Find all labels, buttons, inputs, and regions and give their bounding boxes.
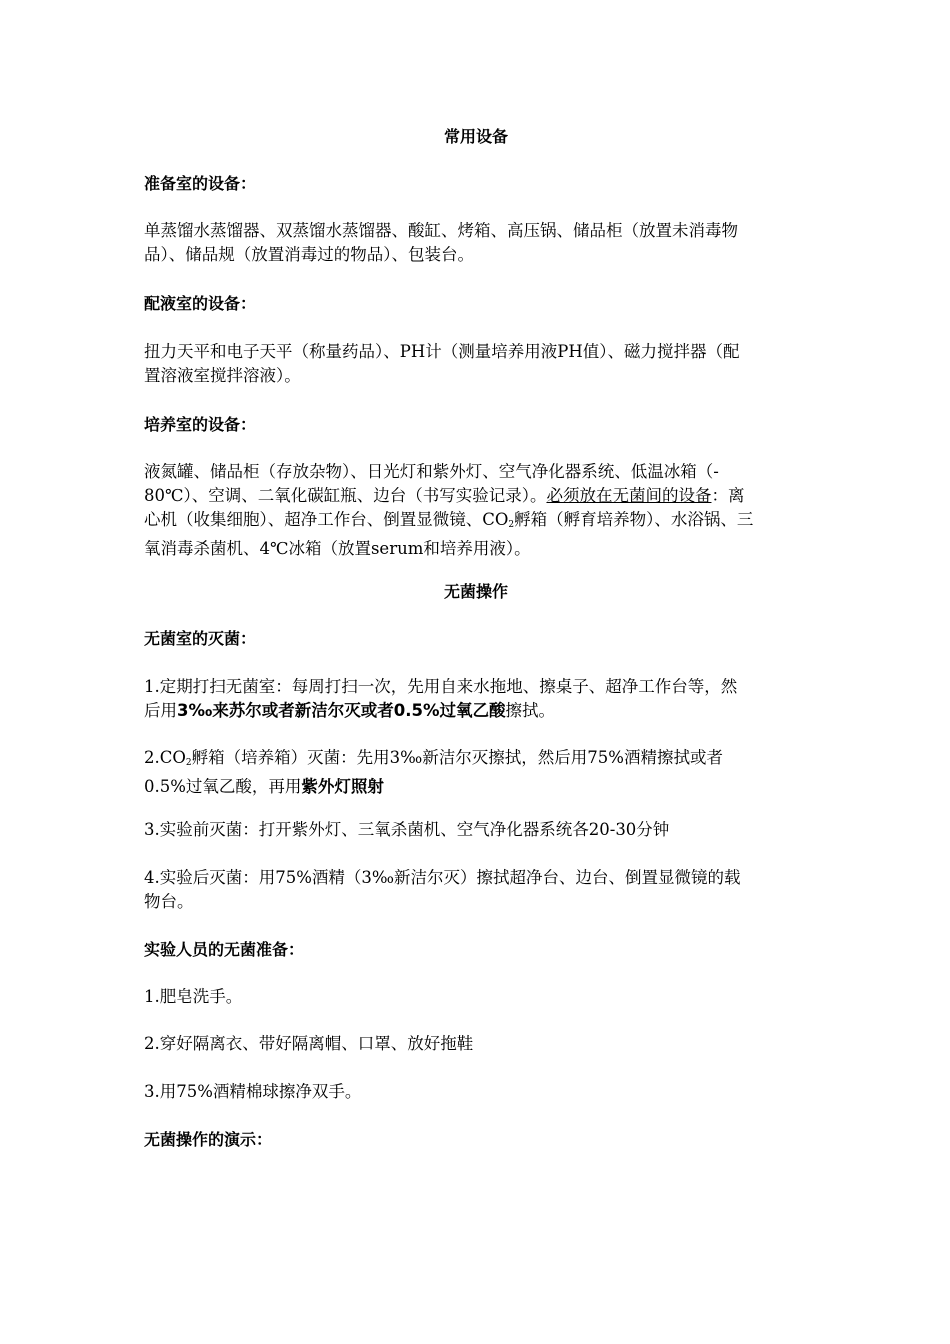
list-item-1 bbox=[144, 675, 808, 723]
list-item-2 bbox=[144, 746, 808, 799]
paragraph-culture-room bbox=[144, 460, 808, 561]
bold-text: 紫外灯照射 bbox=[301, 777, 384, 796]
staff-item-2: 2.穿好隔离衣、带好隔离帽、口罩、放好拖鞋 bbox=[144, 1034, 474, 1053]
subscript: 2 bbox=[185, 758, 192, 768]
text-line: 物台。 bbox=[144, 892, 194, 911]
text-span: 心机（收集细胞）、超净工作台、倒置显微镜、CO bbox=[144, 510, 509, 529]
underlined-text: 必须放在无菌间的设备 bbox=[546, 486, 712, 505]
heading-staff-prep: 实验人员的无菌准备： bbox=[144, 940, 305, 959]
text-line bbox=[144, 699, 808, 723]
heading-liquid-room: 配液室的设备： bbox=[144, 294, 257, 313]
heading-room-sterilization: 无菌室的灭菌： bbox=[144, 629, 257, 648]
text-span: 擦拭。 bbox=[505, 701, 556, 720]
bold-text: 3‰来苏尔或者新洁尔灭或者0.5%过氧乙酸 bbox=[177, 701, 506, 720]
text-line: 1.定期打扫无菌室：每周打扫一次，先用自来水拖地、擦桌子、超净工作台等，然 bbox=[144, 677, 738, 696]
text-line bbox=[144, 775, 808, 799]
text-line bbox=[144, 746, 808, 775]
text-span: 孵箱（孵育培养物）、水浴锅、三 bbox=[514, 510, 754, 529]
text-line: 4.实验后灭菌：用75%酒精（3‰新洁尔灭）擦拭超净台、边台、倒置显微镜的载 bbox=[144, 868, 741, 887]
text-span: 80℃）、空调、二氧化碳缸瓶、边台（书写实验记录）。 bbox=[144, 486, 547, 505]
text-span: ：离 bbox=[711, 486, 745, 505]
text-line bbox=[144, 508, 808, 537]
paragraph-liquid-room bbox=[144, 340, 808, 388]
heading-prep-room: 准备室的设备： bbox=[144, 174, 257, 193]
staff-item-1: 1.肥皂洗手。 bbox=[144, 987, 243, 1006]
text-span: 孵箱（培养箱）灭菌：先用3‰新洁尔灭擦拭，然后用75%酒精擦拭或者 bbox=[191, 748, 723, 767]
section-title-aseptic: 无菌操作 bbox=[443, 582, 508, 601]
list-item-3: 3.实验前灭菌：打开紫外灯、三氧杀菌机、空气净化器系统各20-30分钟 bbox=[144, 820, 670, 839]
text-line: 氧消毒杀菌机、4℃冰箱（放置serum和培养用液）。 bbox=[144, 539, 531, 558]
list-item-4 bbox=[144, 866, 808, 914]
text-span: 0.5%过氧乙酸，再用 bbox=[144, 777, 302, 796]
heading-culture-room: 培养室的设备： bbox=[144, 415, 257, 434]
paragraph-prep-room bbox=[144, 219, 808, 267]
text-line: 单蒸馏水蒸馏器、双蒸馏水蒸馏器、酸缸、烤箱、高压锅、储品柜（放置未消毒物 bbox=[144, 221, 738, 240]
text-line: 置溶液室搅拌溶液）。 bbox=[144, 366, 301, 385]
text-line bbox=[144, 484, 808, 508]
text-line: 品）、储品规（放置消毒过的物品）、包装台。 bbox=[144, 245, 474, 264]
heading-demo: 无菌操作的演示： bbox=[144, 1130, 273, 1149]
subscript: 2 bbox=[508, 520, 515, 530]
text-line: 扭力天平和电子天平（称量药品）、PH计（测量培养用液PH值）、磁力搅拌器（配 bbox=[144, 342, 740, 361]
staff-item-3: 3.用75%酒精棉球擦净双手。 bbox=[144, 1082, 362, 1101]
text-span: 后用 bbox=[144, 701, 177, 720]
text-span: 2.CO bbox=[144, 748, 186, 767]
section-title-equipment: 常用设备 bbox=[443, 127, 508, 146]
text-line: 液氮罐、储品柜（存放杂物）、日光灯和紫外灯、空气净化器系统、低温冰箱（- bbox=[144, 462, 719, 481]
